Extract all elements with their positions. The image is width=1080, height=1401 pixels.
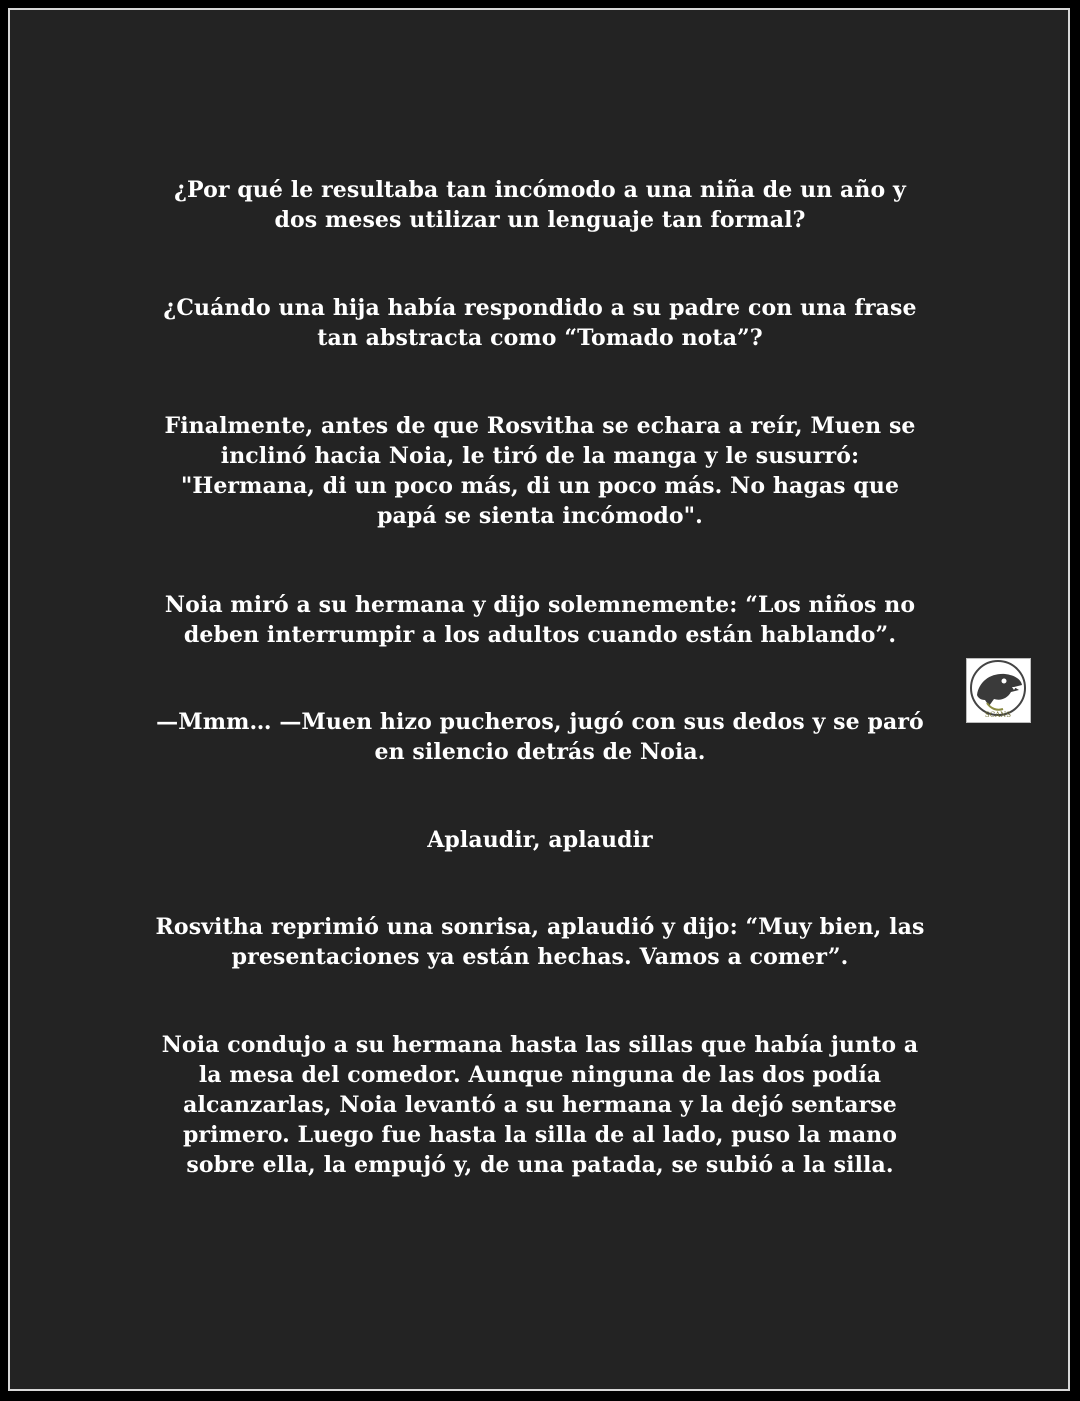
paragraph-6: Aplaudir, aplaudir — [427, 827, 653, 853]
paragraph-7: Rosvitha reprimió una sonrisa, aplaudió y dijo: “Muy bien, las presentaciones ya están hechas. Vamos a comer”. — [155, 914, 925, 970]
watermark-text: SCANS — [984, 711, 1012, 719]
scanlation-logo — [966, 658, 1031, 723]
paragraph-8: Noia condujo a su hermana hasta las sillas que había junto a la mesa del comedor. Aunque ninguna de las dos podía alcanzarlas, Noia levantó a su hermana y la dejó sentarse primero. Luego fue hasta la silla de al lado, puso la mano sobre ella, la empujó y, de una patada, se subió a la silla. — [161, 1032, 919, 1178]
paragraph-5: —Mmm… —Muen hizo pucheros, jugó con sus dedos y se paró en silencio detrás de Noia. — [156, 709, 924, 765]
paragraph-4: Noia miró a su hermana y dijo solemnemente: “Los niños no deben interrumpir a los adultos cuando están hablando”. — [164, 592, 916, 648]
paragraph-1: ¿Por qué le resultaba tan incómodo a una niña de un año y dos meses utilizar un lenguaje tan formal? — [174, 177, 906, 233]
paragraph-2: ¿Cuándo una hija había respondido a su padre con una frase tan abstracta como “Tomado nota”? — [163, 295, 917, 351]
dinosaur-logo-icon — [967, 659, 1030, 722]
paragraph-3: Finalmente, antes de que Rosvitha se echara a reír, Muen se inclinó hacia Noia, le tiró de la manga y le susurró: "Hermana, di un poco más, di un poco más. No hagas que papá se sienta incómodo". — [164, 413, 916, 529]
